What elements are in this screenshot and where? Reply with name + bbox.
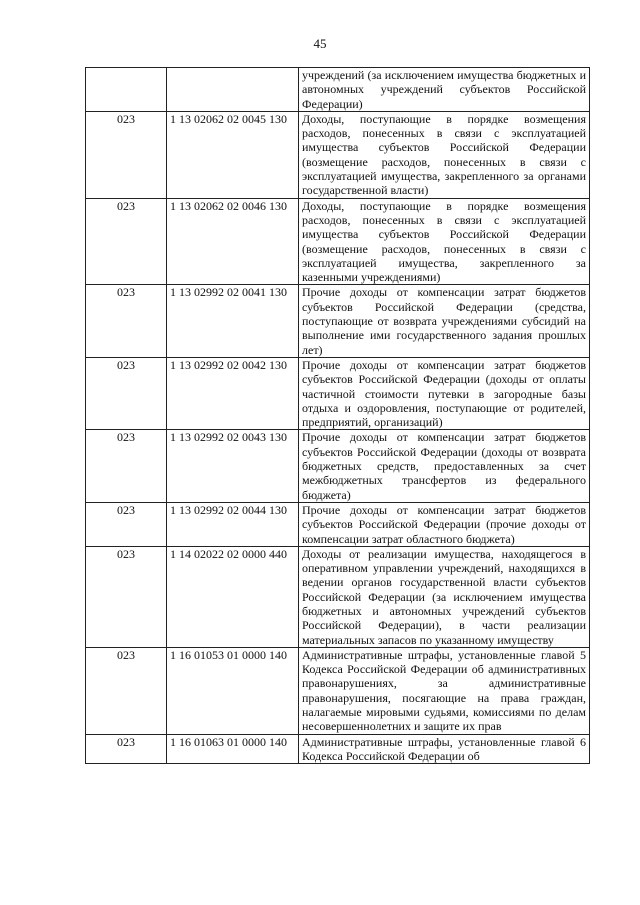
admin-code-cell: [86, 68, 167, 112]
budget-classification-code-cell: 1 13 02062 02 0045 130: [167, 111, 299, 198]
table-row: [86, 502, 590, 546]
table-row: [86, 430, 590, 502]
admin-code-cell: 023: [86, 357, 167, 429]
admin-code-cell: 023: [86, 111, 167, 198]
budget-classification-code-cell: 1 13 02992 02 0041 130: [167, 285, 299, 357]
budget-classification-code-cell: 1 16 01053 01 0000 140: [167, 647, 299, 734]
revenue-description-cell: Прочие доходы от компенсации затрат бюджетов субъектов Российской Федерации (прочие доходы от компенсации затрат областного бюджета): [299, 502, 590, 546]
table-row: [86, 357, 590, 429]
admin-code-cell: 023: [86, 502, 167, 546]
table-row: [86, 198, 590, 285]
revenue-description-cell: Доходы, поступающие в порядке возмещения расходов, понесенных в связи с эксплуатацией имущества субъектов Российской Федерации (возмещение расходов, понесенных в связи с эксплуатацией имущества, закрепленного за казенными учреждениями): [299, 198, 590, 285]
admin-code-cell: 023: [86, 546, 167, 647]
budget-classification-code-cell: 1 13 02992 02 0042 130: [167, 357, 299, 429]
revenue-description-cell: Административные штрафы, установленные главой 5 Кодекса Российской Федерации об административных правонарушениях, за административные правонарушения, посягающие на права граждан, налагаемые мировыми судьями, комиссиями по делам несовершеннолетних и защите их прав: [299, 647, 590, 734]
admin-code-cell: 023: [86, 198, 167, 285]
revenue-description-cell: Доходы, поступающие в порядке возмещения расходов, понесенных в связи с эксплуатацией имущества субъектов Российской Федерации (возмещение расходов, понесенных в связи с эксплуатацией имущества, закрепленного за органами государственной власти): [299, 111, 590, 198]
budget-classification-code-cell: 1 16 01063 01 0000 140: [167, 734, 299, 764]
table-row: [86, 285, 590, 357]
table-row: [86, 647, 590, 734]
revenue-description-cell: Прочие доходы от компенсации затрат бюджетов субъектов Российской Федерации (доходы от оплаты частичной стоимости путевки в загородные базы отдыха и оздоровления, поступающие от родителей, предприятий, организаций): [299, 357, 590, 429]
revenue-description-cell: Прочие доходы от компенсации затрат бюджетов субъектов Российской Федерации (средства, поступающие от возврата учреждениями субсидий на выполнение ими государственного задания прошлых лет): [299, 285, 590, 357]
revenue-description-cell: учреждений (за исключением имущества бюджетных и автономных учреждений субъектов Российской Федерации): [299, 68, 590, 112]
budget-classification-code-cell: 1 14 02022 02 0000 440: [167, 546, 299, 647]
admin-code-cell: 023: [86, 285, 167, 357]
table-row: [86, 111, 590, 198]
admin-code-cell: 023: [86, 430, 167, 502]
table-row: [86, 546, 590, 647]
budget-classification-code-cell: 1 13 02062 02 0046 130: [167, 198, 299, 285]
admin-code-cell: 023: [86, 734, 167, 764]
revenue-codes-table: [85, 67, 590, 764]
revenue-description-cell: Административные штрафы, установленные главой 6 Кодекса Российской Федерации об: [299, 734, 590, 764]
budget-classification-code-cell: 1 13 02992 02 0043 130: [167, 430, 299, 502]
budget-classification-code-cell: 1 13 02992 02 0044 130: [167, 502, 299, 546]
revenue-description-cell: Доходы от реализации имущества, находящегося в оперативном управлении учреждений, находящихся в ведении органов государственной власти субъектов Российской Федерации (за исключением имущества бюджетных и автономных учреждений субъектов Российской Федерации), в части реализации материальных запасов по указанному имуществу: [299, 546, 590, 647]
table-row: [86, 734, 590, 764]
table-row: [86, 68, 590, 112]
revenue-description-cell: Прочие доходы от компенсации затрат бюджетов субъектов Российской Федерации (доходы от возврата бюджетных средств, предоставленных за счет межбюджетных трансфертов из федерального бюджета): [299, 430, 590, 502]
page-number: 45: [313, 36, 327, 51]
admin-code-cell: 023: [86, 647, 167, 734]
budget-classification-code-cell: [167, 68, 299, 112]
